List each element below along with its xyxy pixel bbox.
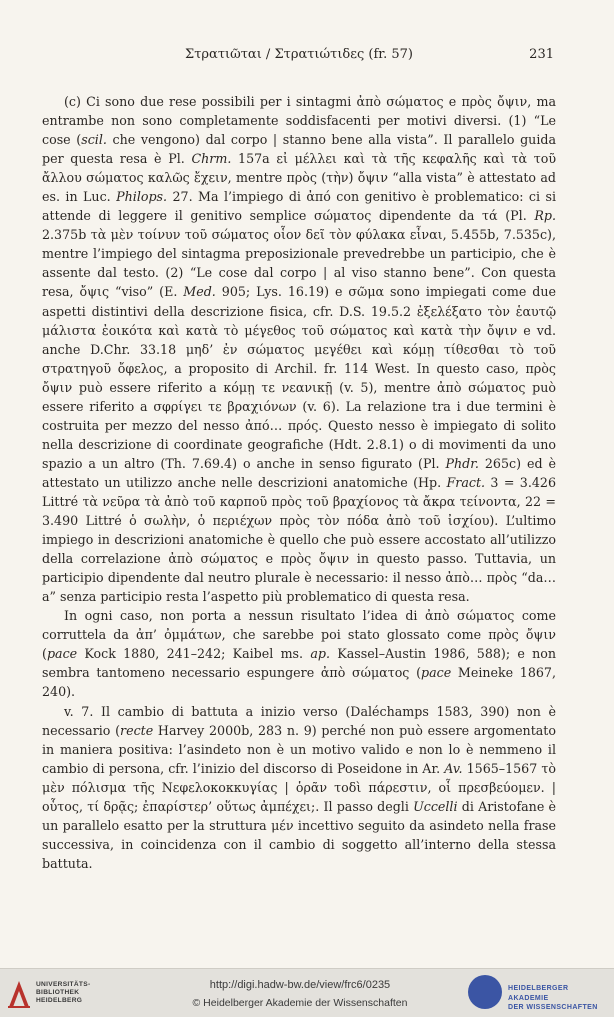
running-title: Στρατιῶται / Στρατιώτιδες (fr. 57) (185, 47, 413, 62)
academy-logo[interactable] (468, 975, 608, 1011)
italic-citation: ap. (310, 646, 330, 662)
copyright-notice: © Heidelberger Akademie der Wissenschaften (192, 997, 408, 1009)
text-run: 157a εἰ μέλλει καὶ τὰ τῆς κεφαλῆς καὶ τὰ τοῦ ἄλλου σώματος καλῶς ἔχειν, mentre πρὸς (τὴν) ὄψιν “alla vista” è attestato ad es. in Luc. (42, 151, 556, 205)
text-run: 3 = 3.426 Littré τὰ νεῦρα τὰ ἀπὸ τοῦ καρποῦ πρὸς τοῦ βραχίονος τὰ ἄκρα τείνοντα, 22 = 3.490 Littré ὁ σωλὴν, ὁ περιέχων πρὸς τὸν πόδα ἀπὸ τοῦ ἰσχίου). L’ultimo impiego in descrizioni anatomiche è quello che può essere accostato all’utilizzo della correlazione ἀπὸ σώματος e πρὸς ὄψιν in questo passo. Tuttavia, un participio dipendente dal neutro plurale è necessario: il nesso ἀπὸ… πρὸς “da… a” senza participio resta l’aspetto più problematico di questa resa. (42, 474, 556, 605)
italic-citation: Med. (183, 284, 216, 300)
academy-seal-icon (468, 975, 502, 1009)
italic-citation: Phdr. (445, 455, 479, 471)
italic-citation: Uccelli (413, 798, 458, 814)
running-head (44, 47, 554, 69)
library-emblem-icon (6, 979, 32, 1009)
italic-citation: scil. (81, 132, 107, 148)
text-run: 1565–1567 τὸ μὲν πόλισμα τῆς Νεφελοκοκκυγίας | ὁρᾶν τοδὶ πάρεστιν, οἷ πρεσβεύομεν. | οὗτος, τί δρᾷς; ἐπαρίστερ’ οὕτως ἀμπέχει;. Il passo degli (42, 760, 556, 814)
text-run: 905; Lys. 16.19) e σῶμα sono impiegati come due aspetti distintivi della descrizione fisica, cfr. D.S. 19.5.2 ἐξελέξατο τὸν ἑαυτῷ μάλιστα ἐοικότα καὶ κατὰ τὸ μέγεθος τοῦ σώματος καὶ κατὰ τὴν ὄψιν e vd. anche D.Chr. 33.18 μηδ’ ἐν σώματος μεγέθει καὶ κόμῃ τίθεσθαι τὸ τοῦ στρατηγοῦ ὄφελος, a proposito di Archil. fr. 114 West. In questo caso, πρὸς ὄψιν può essere riferito a κόμῃ τε νεανικῇ (v. 5), mentre ἀπὸ σώματος può essere riferito a σφρίγει τε βραχιόνων (v. 6). La relazione tra i due termini è costruita per mezzo del nesso ἀπό… πρός. Questo nesso è impiegato di solito nella descrizione di coordinate geografiche (Hdt. 2.8.1) o di movimenti da uno spazio a un altro (Th. 7.69.4) o anche in senso figurato (Pl. (42, 284, 556, 471)
body-text (42, 92, 556, 873)
text-run: 265c) ed è attestato un utilizzo anche nelle descrizioni anatomiche (Hp. (42, 455, 556, 490)
text-run: In ogni caso, non porta a nessun risultato l’idea di ἀπὸ σώματος come corruttela da ἀπ’ ὀμμάτων, che sarebbe poi stato glossato come πρὸς ὄψιν ( (42, 608, 556, 662)
italic-citation: Fract. (446, 474, 486, 490)
italic-citation: pace (46, 646, 78, 662)
text-run: (c) Ci sono due rese possibili per i sintagmi ἀπὸ σώματος e πρὸς ὄψιν, ma entrambe non sono completamente soddisfacenti per motivi diversi. (1) “Le cose ( (42, 94, 556, 148)
text-run: Kock 1880, 241–242; Kaibel ms. (77, 646, 311, 662)
page-number: 231 (529, 47, 554, 62)
library-logo-text: UNIVERSITÄTS- BIBLIOTHEK HEIDELBERG (36, 981, 91, 1004)
italic-citation: recte (120, 722, 154, 738)
academy-logo-text: HEIDELBERGER AKADEMIE DER WISSENSCHAFTEN (508, 985, 598, 1011)
text-run: v. 7. Il cambio di battuta a inizio verso (Daléchamps 1583, 390) non è necessario ( (42, 703, 556, 738)
text-run: di Aristofane è un parallelo esatto per la struttura μέν incettivo seguito da asindeto nella frase successiva, in coincidenza con il cambio di soggetto all’interno della stessa battuta. (42, 798, 556, 871)
text-run: Harvey 2000b, 283 n. 9) perché non può essere argomentato in maniera positiva: l’asindeto non è un motivo valido e non lo è nemmeno il cambio di persona, cfr. l’inizio del discorso di Poseidone in Ar. (42, 722, 556, 776)
paragraph (42, 92, 556, 606)
text-run: 27. Ma l’impiego di ἀπό con genitivo è problematico: ci si attende di leggere il genitivo semplice σώματος dipendente da τά (Pl. (42, 189, 557, 224)
text-run: Kassel–Austin 1986, 588); e non sembra tantomeno necessario espungere ἀπὸ σώματος ( (42, 646, 556, 681)
italic-citation: Rp. (534, 208, 556, 224)
text-run: 2.375b τὰ μὲν τοίνυν τοῦ σώματος οἷον δεῖ τὸν φύλακα εἶναι, 5.455b, 7.535c), mentre l’impiego del sintagma preposizionale prevedrebbe un participio, che è assente dal testo. (2) “Le cose dal corpo | al viso stanno bene”. Con questa resa, ὄψις “viso” (E. (42, 227, 556, 300)
viewer-footer (0, 968, 614, 1017)
text-run: Meineke 1867, 240). (42, 665, 556, 700)
page-url-link[interactable]: http://digi.hadw-bw.de/view/frc6/0235 (209, 979, 391, 991)
italic-citation: Chrm. (191, 151, 232, 167)
paragraph (42, 606, 556, 701)
university-library-logo[interactable] (6, 977, 116, 1011)
paragraph (42, 702, 556, 873)
italic-citation: pace (421, 665, 452, 681)
text-run: che vengono) dal corpo | stanno bene alla vista”. Il parallelo guida per questa resa è Pl. (42, 132, 556, 167)
italic-citation: Av. (444, 760, 463, 776)
italic-citation: Philops. (116, 189, 168, 205)
